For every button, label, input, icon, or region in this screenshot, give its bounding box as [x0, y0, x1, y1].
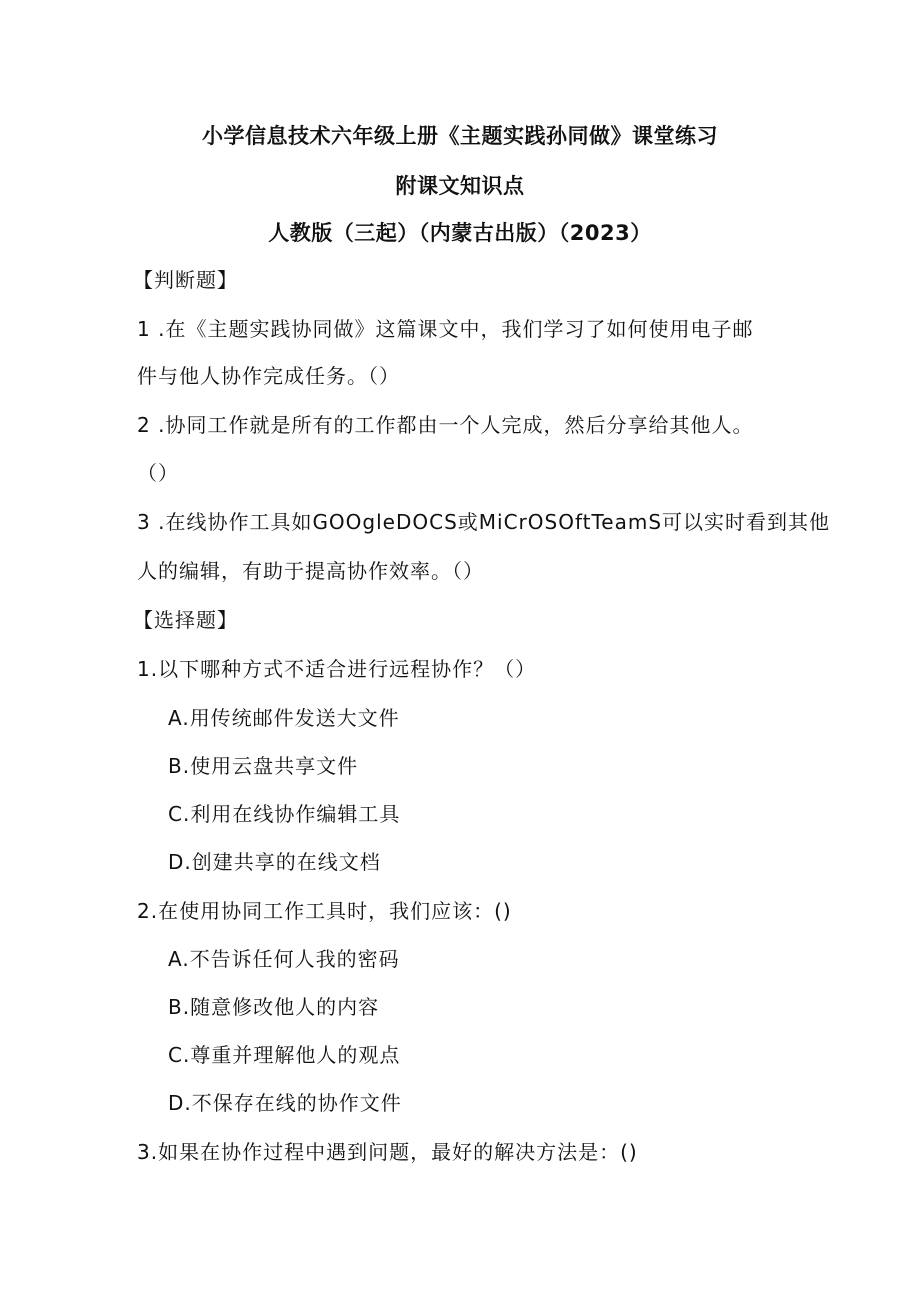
edition-label: 人教版（三起）（内蒙古出版）（2023）	[268, 221, 652, 245]
judge-question-3-cont: 人的编辑，有助于提高协作效率。（）	[137, 559, 484, 583]
choice-1-option-d: D.创建共享的在线文档	[168, 850, 381, 874]
choice-question-3: 3.如果在协作过程中遇到问题，最好的解决方法是：()	[137, 1140, 638, 1164]
choice-2-option-d: D.不保存在线的协作文件	[168, 1091, 402, 1115]
choice-2-option-b: B.随意修改他人的内容	[168, 995, 380, 1019]
document-subtitle: 附课文知识点	[395, 174, 525, 198]
choice-question-2: 2.在使用协同工作工具时，我们应该：()	[137, 899, 512, 923]
choice-1-option-a: A.用传统邮件发送大文件	[168, 706, 400, 730]
choice-2-option-c: C.尊重并理解他人的观点	[168, 1043, 401, 1067]
choice-1-option-b: B.使用云盘共享文件	[168, 754, 359, 778]
choice-1-option-c: C.利用在线协作编辑工具	[168, 802, 401, 826]
judge-question-3: 3 .在线协作工具如GOOgleDOCS或MiCrOSOftTeamS可以实时看到其他	[137, 510, 831, 534]
judge-question-1: 1 .在《主题实践协同做》这篇课文中，我们学习了如何使用电子邮	[137, 317, 754, 341]
section-heading-choice: 【选择题】	[133, 608, 238, 632]
judge-question-1-cont: 件与他人协作完成任务。（）	[137, 364, 400, 388]
choice-question-1: 1.以下哪种方式不适合进行远程协作？（）	[137, 657, 537, 681]
judge-question-2-cont: （）	[137, 461, 179, 485]
section-heading-judge: 【判断题】	[133, 268, 238, 292]
document-title: 小学信息技术六年级上册《主题实践孙同做》课堂练习	[202, 124, 718, 148]
judge-question-2: 2 .协同工作就是所有的工作都由一个人完成，然后分享给其他人。	[137, 413, 754, 437]
choice-2-option-a: A.不告诉任何人我的密码	[168, 947, 400, 971]
